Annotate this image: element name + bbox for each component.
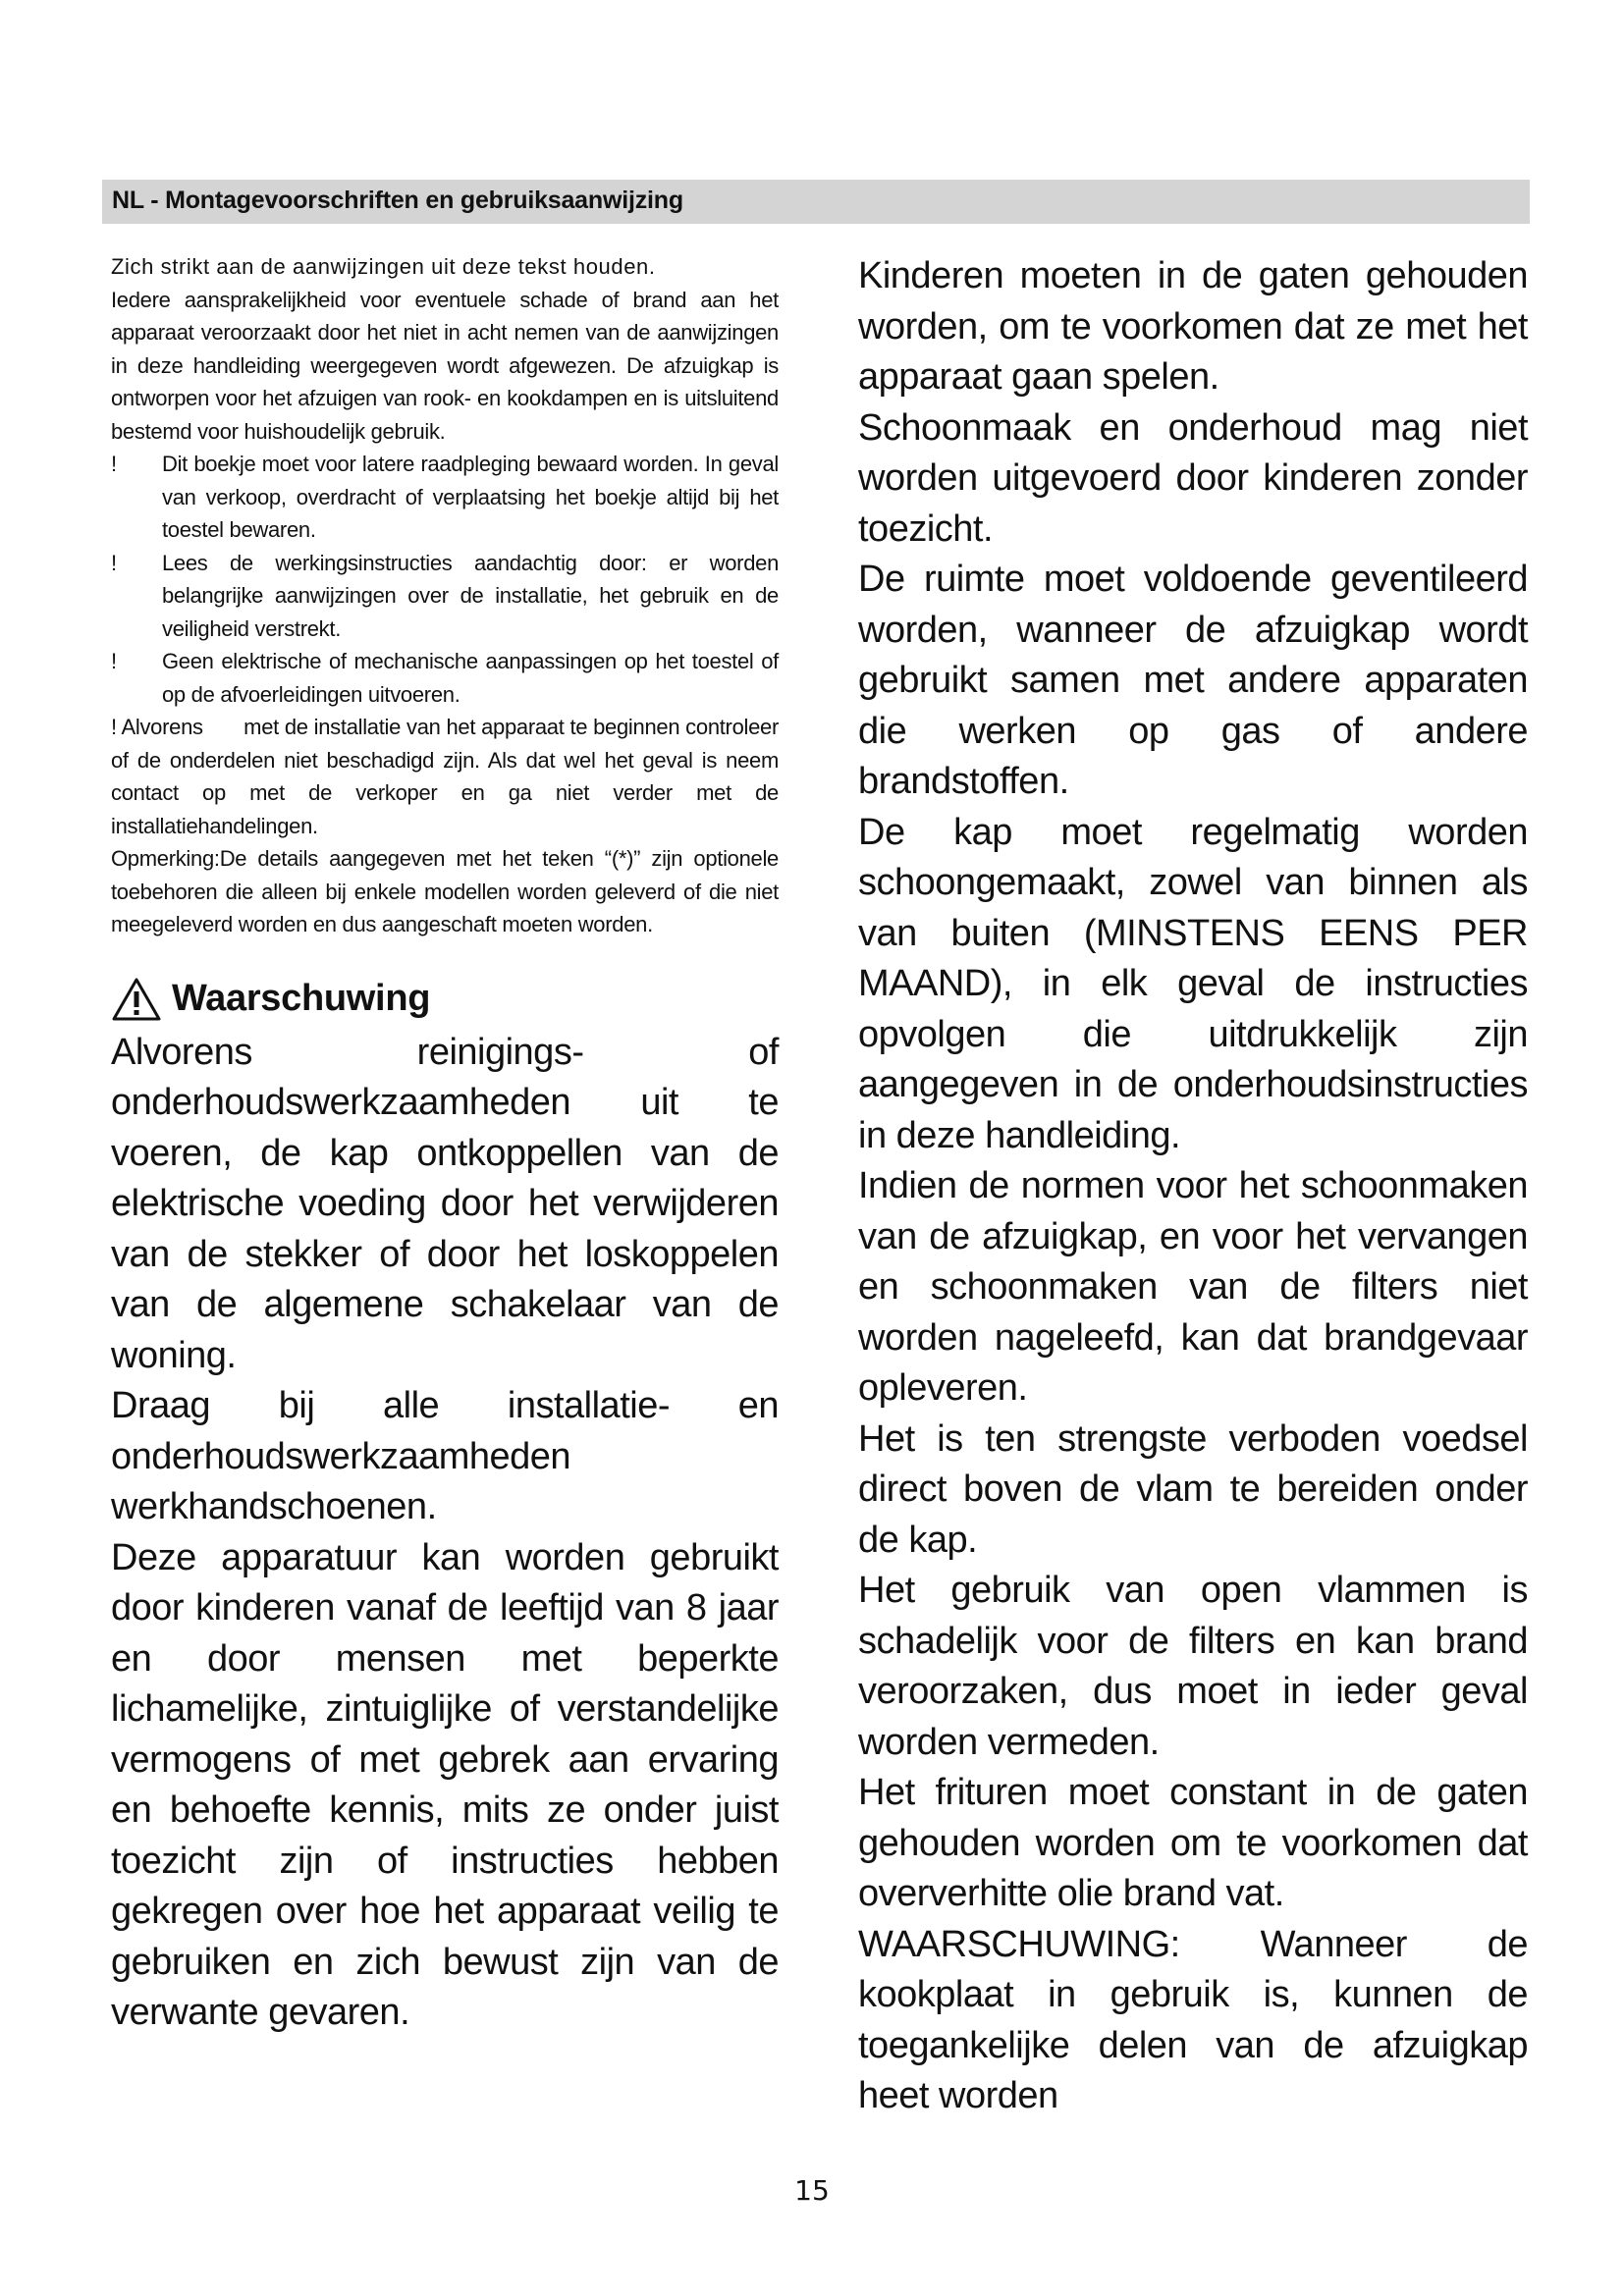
note-paragraph: Opmerking:De details aangegeven met het teken “(*)” zijn optionele toebehoren die alleen bij enkele modellen worden geleverd of die niet meegeleverd worden en dus aangeschaft moeten worden. — [111, 846, 779, 936]
page-number: 15 — [794, 2174, 830, 2207]
section-title: NL - Montagevoorschriften en gebruiksaanwijzing — [112, 187, 683, 214]
warning-paragraph: Draag bij alle installatie- en onderhoudswerkzaamheden werkhandschoenen. — [111, 1385, 779, 1527]
warning-title: Waarschuwing — [172, 978, 431, 1019]
right-paragraph: Kinderen moeten in de gaten gehouden worden, om te voorkomen dat ze met het apparaat gaan spelen. — [858, 255, 1528, 398]
intro-paragraph: Iedere aansprakelijkheid voor eventuele schade of brand aan het apparaat veroorzaakt door het niet in acht nemen van de aanwijzingen in deze handleiding weergegeven wordt afgewezen. De afzuigkap is ontworpen voor het afzuigen van rook- en kookdampen en is uitsluitend bestemd voor huishoudelijk gebruik. — [111, 287, 779, 444]
right-paragraph: Het gebruik van open vlammen is schadelijk voor de filters en kan brand veroorzaken, dus moet in ieder geval worden vermeden. — [858, 1570, 1528, 1763]
warning-triangle-icon — [111, 977, 162, 1022]
bullet-item — [111, 547, 779, 646]
right-paragraph: Het frituren moet constant in de gaten gehouden worden om te voorkomen dat oververhitte olie brand vat. — [858, 1772, 1528, 1914]
bullet-item — [111, 711, 779, 842]
warning-paragraph: Alvorens reinigings- of onderhoudswerkzaamheden uit te voeren, de kap ontkoppellen van de elektrische voeding door het verwijderen van de stekker of door het loskoppelen van de algemene schakelaar van de woning. — [111, 1031, 779, 1376]
right-paragraph: De ruimte moet voldoende geventileerd worden, wanneer de afzuigkap wordt gebruikt samen met andere apparaten die werken op gas of andere brandstoffen. — [858, 559, 1528, 802]
right-column — [858, 251, 1528, 2122]
right-paragraph: WAARSCHUWING: Wanneer de kookplaat in gebruik is, kunnen de toegankelijke delen van de afzuigkap heet worden — [858, 1923, 1528, 2116]
bullet-text: Lees de werkingsinstructies aandachtig door: er worden belangrijke aanwijzingen over de installatie, het gebruik en de veiligheid verstrekt. — [162, 550, 779, 641]
bullet-text: Geen elektrische of mechanische aanpassingen op het toestel of op de afvoerleidingen uitvoeren. — [162, 649, 779, 707]
right-paragraph: Het is ten strengste verboden voedsel direct boven de vlam te bereiden onder de kap. — [858, 1417, 1528, 1561]
warning-heading — [111, 971, 779, 1028]
right-paragraph: Indien de normen voor het schoonmaken van de afzuigkap, en voor het vervangen en schoonmaken van de filters niet worden nageleefd, kan dat brandgevaar opleveren. — [858, 1165, 1528, 1409]
section-header-bar — [102, 180, 1530, 224]
bullet-item — [111, 645, 779, 711]
bullet-mark: ! — [111, 550, 117, 575]
right-paragraph: Schoonmaak en onderhoud mag niet worden uitgevoerd door kinderen zonder toezicht. — [858, 406, 1528, 550]
bullet-mark: ! — [111, 452, 117, 476]
bullet-item — [111, 448, 779, 547]
intro-first-line: Zich strikt aan de aanwijzingen uit deze tekst houden. — [111, 254, 656, 279]
left-column — [111, 250, 779, 2039]
bullet-text: ! Alvorens met de installatie van het apparaat te beginnen controleer of de onderdelen niet beschadigd zijn. Als dat wel het geval is neem contact op met de verkoper en ga niet verder met de installatiehandelingen. — [111, 715, 780, 838]
bullet-text: Dit boekje moet voor latere raadpleging bewaard worden. In geval van verkoop, overdracht of verplaatsing het boekje altijd bij het toestel bewaren. — [162, 452, 779, 542]
warning-paragraph: Deze apparatuur kan worden gebruikt door kinderen vanaf de leeftijd van 8 jaar en door mensen met beperkte lichamelijke, zintuiglijke of verstandelijke vermogens of met gebrek aan ervaring en behoefte kennis, mits ze onder juist toezicht zijn of instructies hebben gekregen over hoe het apparaat veilig te gebruiken en zich bewust zijn van de verwante gevaren. — [111, 1536, 779, 2033]
bullet-mark: ! Alvorens — [111, 715, 203, 739]
bullet-mark: ! — [111, 649, 117, 673]
right-paragraph: De kap moet regelmatig worden schoongemaakt, zowel van binnen als van buiten (MINSTENS EENS PER MAAND), in elk geval de instructies opvolgen die uitdrukkelijk zijn aangegeven in de onderhoudsinstructies in deze handleiding. — [858, 811, 1528, 1156]
